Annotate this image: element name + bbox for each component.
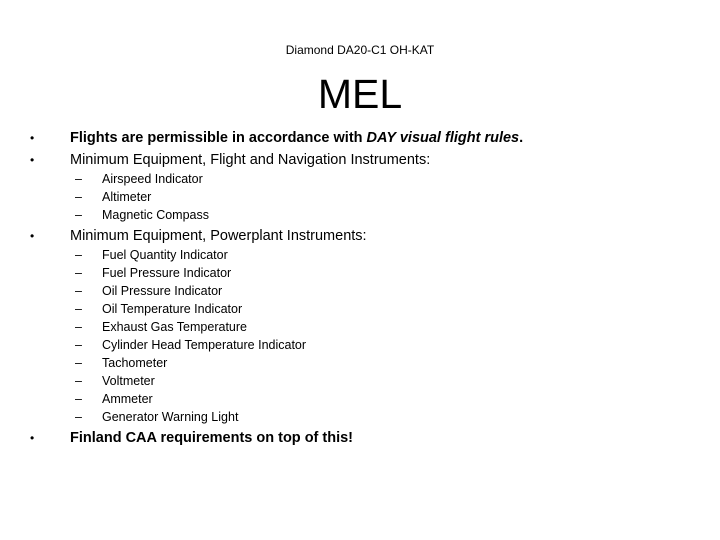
list-item-text: Generator Warning Light [102,410,239,424]
dash-marker: – [75,208,82,222]
slide-title: MEL [317,71,403,117]
dash-marker: – [75,266,82,280]
bullet-marker: • [30,153,35,167]
list-item-text: Tachometer [102,356,168,370]
bullet-text: Flights are permissible in accordance with DAY visual flight rules. [70,130,524,146]
dash-marker: – [75,374,82,388]
list-item-text: Oil Temperature Indicator [102,302,243,316]
bullet-text: Minimum Equipment, Powerplant Instruments: [70,228,367,244]
dash-marker: – [75,320,82,334]
dash-marker: – [75,284,82,298]
dash-marker: – [75,190,82,204]
dash-marker: – [75,172,82,186]
list-item-text: Fuel Quantity Indicator [102,248,228,262]
bullet-text: Finland CAA requirements on top of this! [70,430,354,446]
list-item-text: Fuel Pressure Indicator [102,266,232,280]
dash-marker: – [75,302,82,316]
list-item-text: Exhaust Gas Temperature [102,320,247,334]
list-item-text: Ammeter [102,392,153,406]
bullet-marker: • [30,131,35,145]
day-vfr-emphasis: DAY visual flight rules [366,130,520,146]
dash-marker: – [75,356,82,370]
slide-header: Diamond DA20-C1 OH-KAT [285,43,435,57]
dash-marker: – [75,338,82,352]
list-item-text: Airspeed Indicator [102,172,203,186]
list-item-text: Altimeter [102,190,152,204]
list-item-text: Oil Pressure Indicator [102,284,223,298]
dash-marker: – [75,248,82,262]
list-item-text: Voltmeter [102,374,155,388]
list-item-text: Magnetic Compass [102,208,209,222]
bullet-marker: • [30,431,35,445]
bullet-text: Minimum Equipment, Flight and Navigation Instruments: [70,152,431,168]
list-item-text: Cylinder Head Temperature Indicator [102,338,307,352]
dash-marker: – [75,410,82,424]
dash-marker: – [75,392,82,406]
bullet-marker: • [30,229,35,243]
